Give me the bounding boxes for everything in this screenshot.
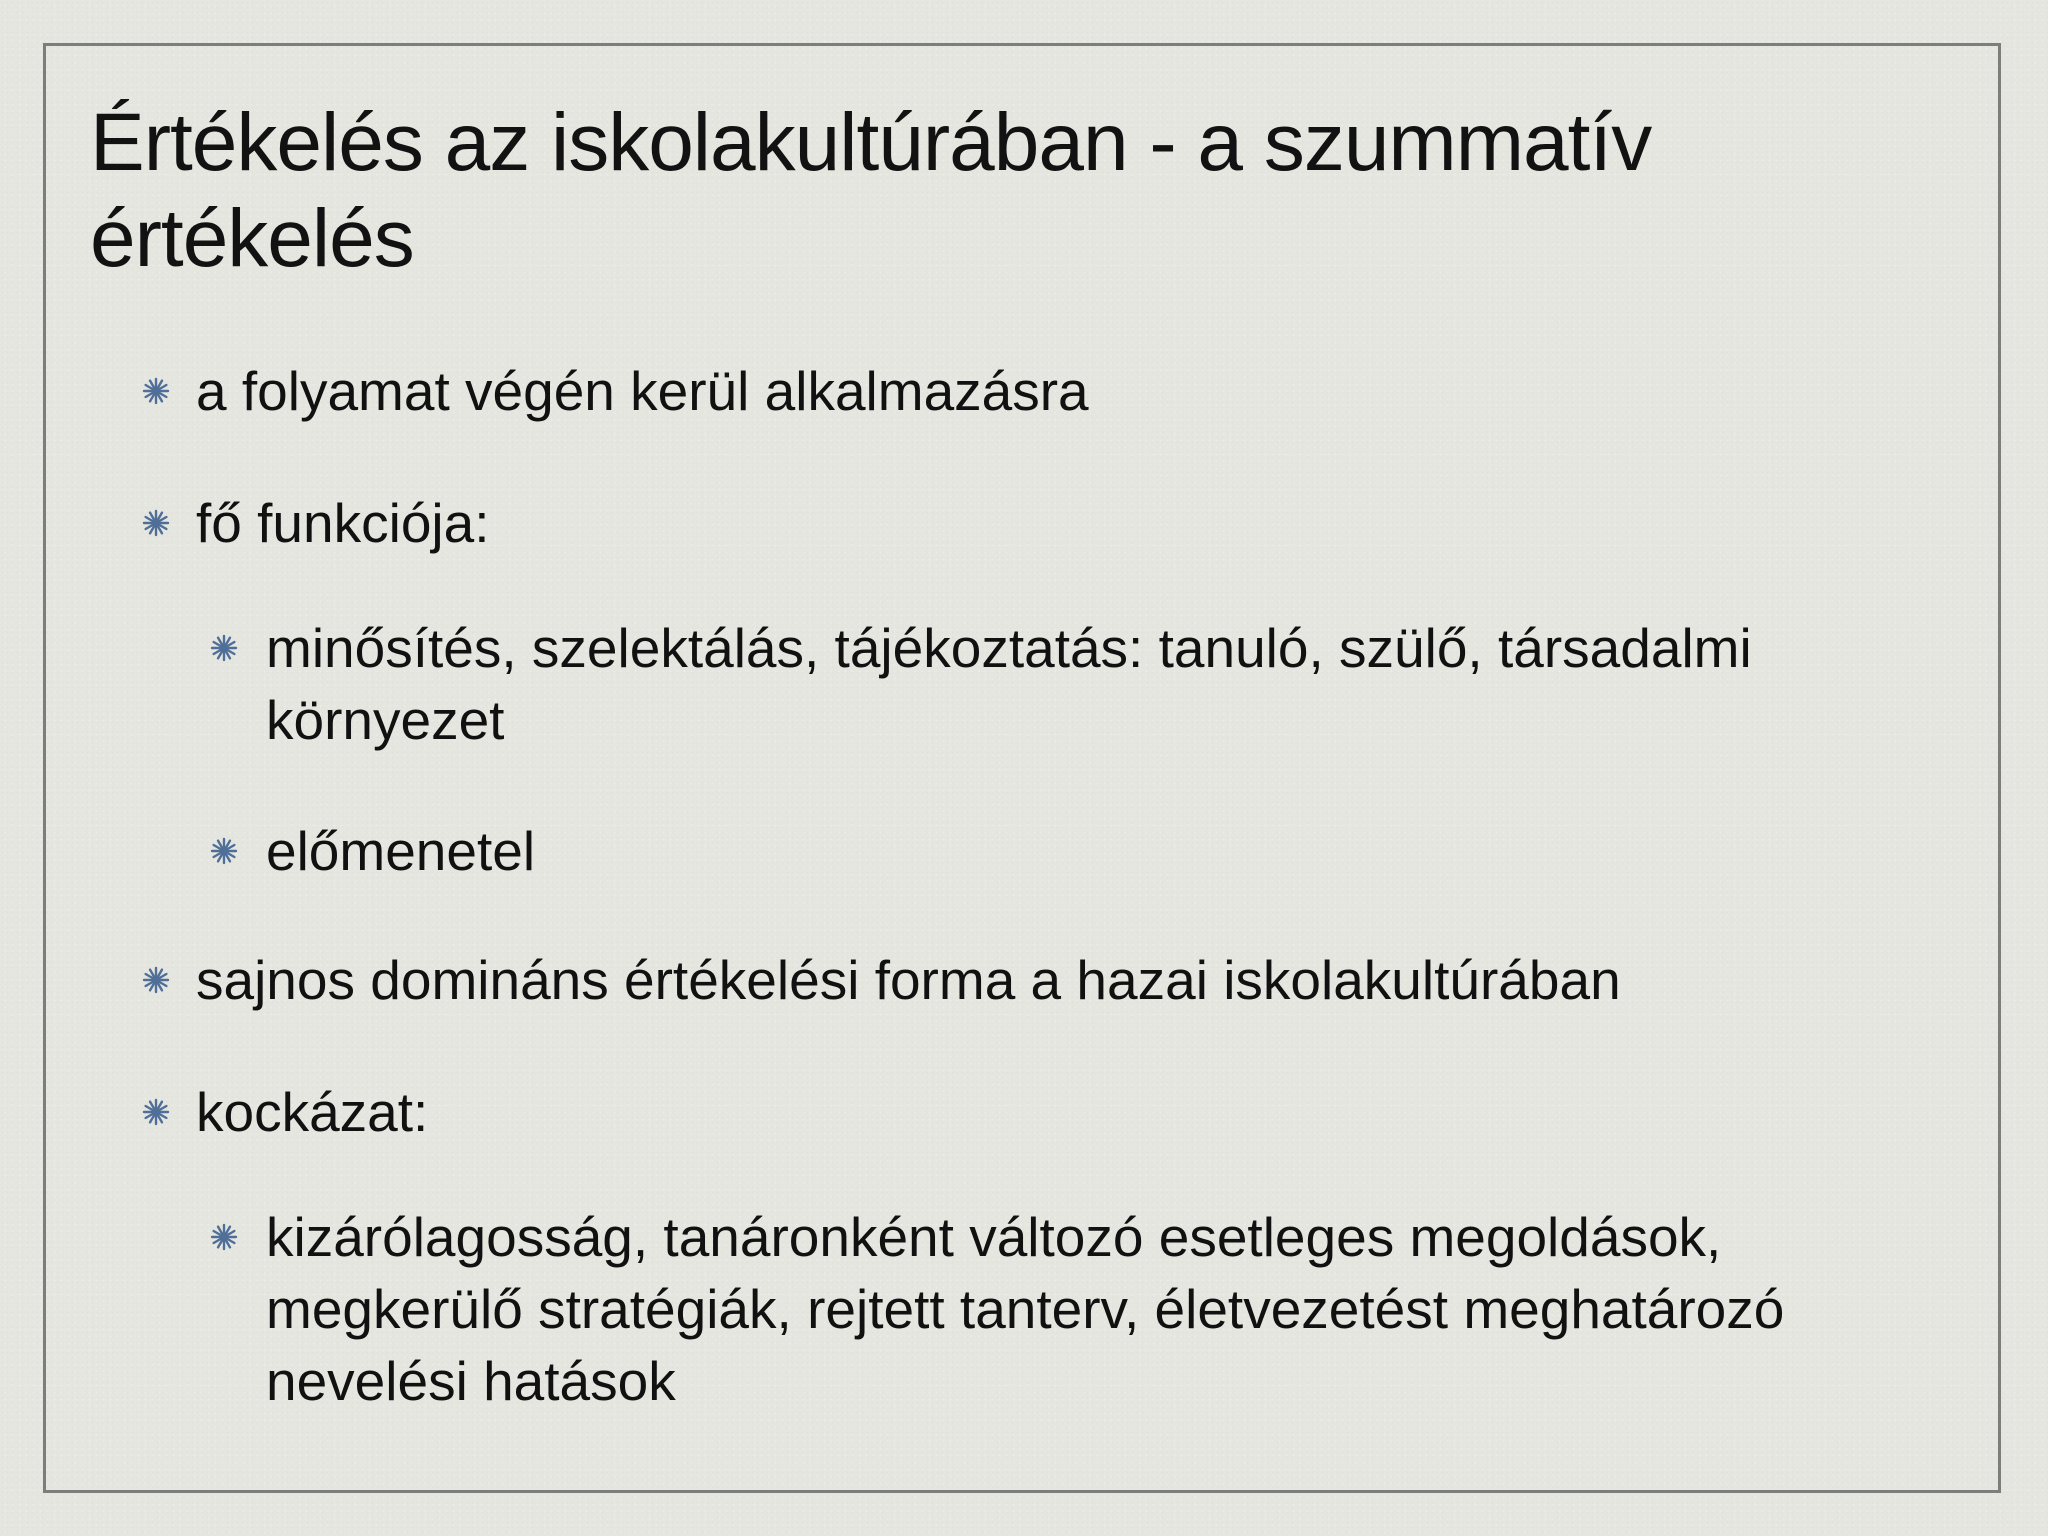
list-item-text: fő funkciója: [196,492,490,554]
slide-title: Értékelés az iskolakultúrában - a szummatív értékelés [90,97,1652,284]
list-item [196,355,1956,427]
list-item [266,1201,1956,1417]
list-item-text: minősítés, szelektálás, tájékoztatás: tanuló, szülő, társadalmi környezet [266,617,1752,751]
list-item [266,815,1956,887]
asterisk-bullet-icon [141,376,171,406]
list-item-text: kizárólagosság, tanáronként változó esetleges megoldások, megkerülő stratégiák, rejtett tanterv, életvezetést meghatározó nevelési hatások [266,1206,1785,1412]
asterisk-bullet-icon [141,965,171,995]
list-item-text: a folyamat végén kerül alkalmazásra [196,360,1089,422]
asterisk-bullet-icon [209,836,239,866]
asterisk-bullet-icon [141,508,171,538]
list-item [196,944,1956,1016]
list-item-text: sajnos domináns értékelési forma a hazai iskolakultúrában [196,949,1621,1011]
asterisk-bullet-icon [141,1097,171,1127]
list-item-text: előmenetel [266,820,536,882]
list-item [196,1076,1956,1148]
list-item [266,612,1956,756]
asterisk-bullet-icon [209,1222,239,1252]
asterisk-bullet-icon [209,633,239,663]
list-item-text: kockázat: [196,1081,429,1143]
list-item [196,487,1956,559]
